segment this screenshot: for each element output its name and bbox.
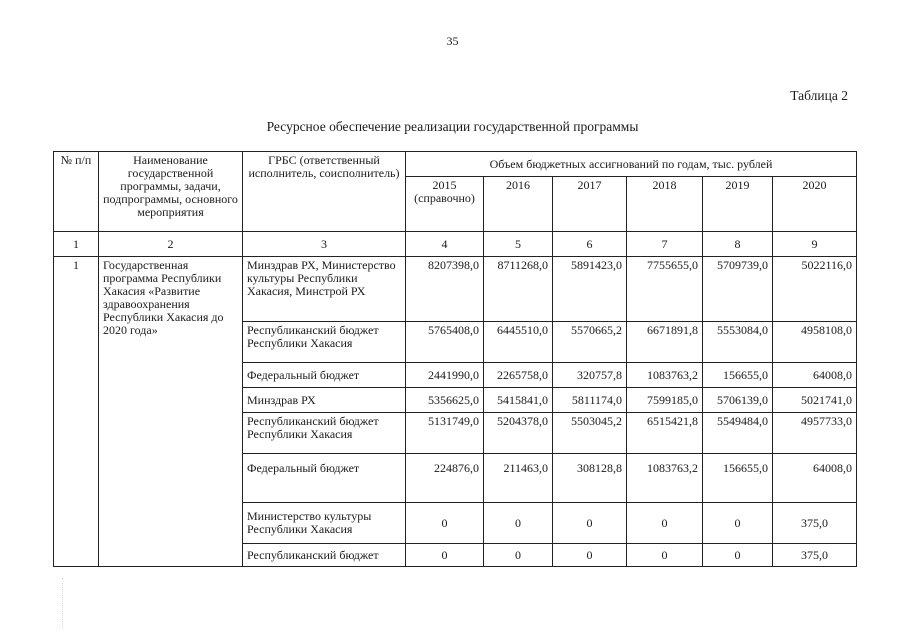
value-cell: 0 <box>406 503 484 544</box>
resource-table <box>53 151 857 567</box>
grbs-cell: Федеральный бюджет <box>243 363 406 388</box>
grbs-cell: Минздрав РХ <box>243 388 406 413</box>
value-cell: 64008,0 <box>773 363 857 388</box>
header-year: 2020 <box>773 177 857 232</box>
page-number: 35 <box>446 34 459 48</box>
table-title: Ресурсное обеспечение реализации государственной программы <box>266 119 639 134</box>
value-cell: 8207398,0 <box>406 257 484 322</box>
index-cell: 3 <box>243 232 406 257</box>
value-cell: 5131749,0 <box>406 413 484 454</box>
value-cell: 5204378,0 <box>484 413 553 454</box>
index-cell: 1 <box>54 232 99 257</box>
table-label: Таблица 2 <box>790 88 848 103</box>
value-cell: 0 <box>484 503 553 544</box>
value-cell: 0 <box>627 544 703 567</box>
value-cell: 5765408,0 <box>406 322 484 363</box>
value-cell: 5356625,0 <box>406 388 484 413</box>
scan-smudge <box>62 578 183 628</box>
value-cell: 375,0 <box>773 544 857 567</box>
header-year: 2016 <box>484 177 553 232</box>
value-cell: 5570665,2 <box>553 322 627 363</box>
value-cell: 4958108,0 <box>773 322 857 363</box>
value-cell: 5891423,0 <box>553 257 627 322</box>
header-year: 2019 <box>703 177 773 232</box>
value-cell: 1083763,2 <box>627 363 703 388</box>
value-cell: 320757,8 <box>553 363 627 388</box>
index-row <box>54 232 857 257</box>
value-cell: 5022116,0 <box>773 257 857 322</box>
value-cell: 2441990,0 <box>406 363 484 388</box>
grbs-cell: Федеральный бюджет <box>243 454 406 503</box>
header-year: 2015 (справочно) <box>406 177 484 232</box>
value-cell: 5021741,0 <box>773 388 857 413</box>
index-cell: 9 <box>773 232 857 257</box>
value-cell: 7599185,0 <box>627 388 703 413</box>
value-cell: 4957733,0 <box>773 413 857 454</box>
header-num: № п/п <box>54 152 99 232</box>
value-cell: 6671891,8 <box>627 322 703 363</box>
value-cell: 5553084,0 <box>703 322 773 363</box>
value-cell: 156655,0 <box>703 454 773 503</box>
index-cell: 7 <box>627 232 703 257</box>
index-cell: 6 <box>553 232 627 257</box>
value-cell: 224876,0 <box>406 454 484 503</box>
value-cell: 64008,0 <box>773 454 857 503</box>
value-cell: 2265758,0 <box>484 363 553 388</box>
index-cell: 8 <box>703 232 773 257</box>
header-row <box>54 152 857 177</box>
value-cell: 0 <box>703 544 773 567</box>
value-cell: 0 <box>553 503 627 544</box>
value-cell: 0 <box>703 503 773 544</box>
grbs-cell: Республиканский бюджет Республики Хакасия <box>243 413 406 454</box>
value-cell: 6445510,0 <box>484 322 553 363</box>
header-year: 2018 <box>627 177 703 232</box>
index-cell: 4 <box>406 232 484 257</box>
value-cell: 5811174,0 <box>553 388 627 413</box>
value-cell: 0 <box>484 544 553 567</box>
grbs-cell: Минздрав РХ, Министерство культуры Республики Хакасия, Минстрой РХ <box>243 257 406 322</box>
value-cell: 5549484,0 <box>703 413 773 454</box>
value-cell: 6515421,8 <box>627 413 703 454</box>
value-cell: 1083763,2 <box>627 454 703 503</box>
table-row <box>54 257 857 322</box>
index-cell: 5 <box>484 232 553 257</box>
header-name: Наименование государственной программы, задачи, подпрограммы, основного мероприятия <box>99 152 243 232</box>
value-cell: 0 <box>406 544 484 567</box>
program-name: Государственная программа Республики Хакасия «Развитие здравоохранения Республики Хакасия до 2020 года» <box>99 257 243 567</box>
value-cell: 8711268,0 <box>484 257 553 322</box>
value-cell: 0 <box>553 544 627 567</box>
value-cell: 308128,8 <box>553 454 627 503</box>
grbs-cell: Республиканский бюджет <box>243 544 406 567</box>
value-cell: 5415841,0 <box>484 388 553 413</box>
header-budget: Объем бюджетных ассигнований по годам, тыс. рублей <box>406 152 857 177</box>
value-cell: 5706139,0 <box>703 388 773 413</box>
header-year: 2017 <box>553 177 627 232</box>
grbs-cell: Министерство культуры Республики Хакасия <box>243 503 406 544</box>
value-cell: 375,0 <box>773 503 857 544</box>
value-cell: 5503045,2 <box>553 413 627 454</box>
grbs-cell: Республиканский бюджет Республики Хакасия <box>243 322 406 363</box>
value-cell: 156655,0 <box>703 363 773 388</box>
program-number: 1 <box>54 257 99 567</box>
value-cell: 0 <box>627 503 703 544</box>
value-cell: 5709739,0 <box>703 257 773 322</box>
value-cell: 7755655,0 <box>627 257 703 322</box>
header-grbs: ГРБС (ответственный исполнитель, соисполнитель) <box>243 152 406 232</box>
index-cell: 2 <box>99 232 243 257</box>
value-cell: 211463,0 <box>484 454 553 503</box>
